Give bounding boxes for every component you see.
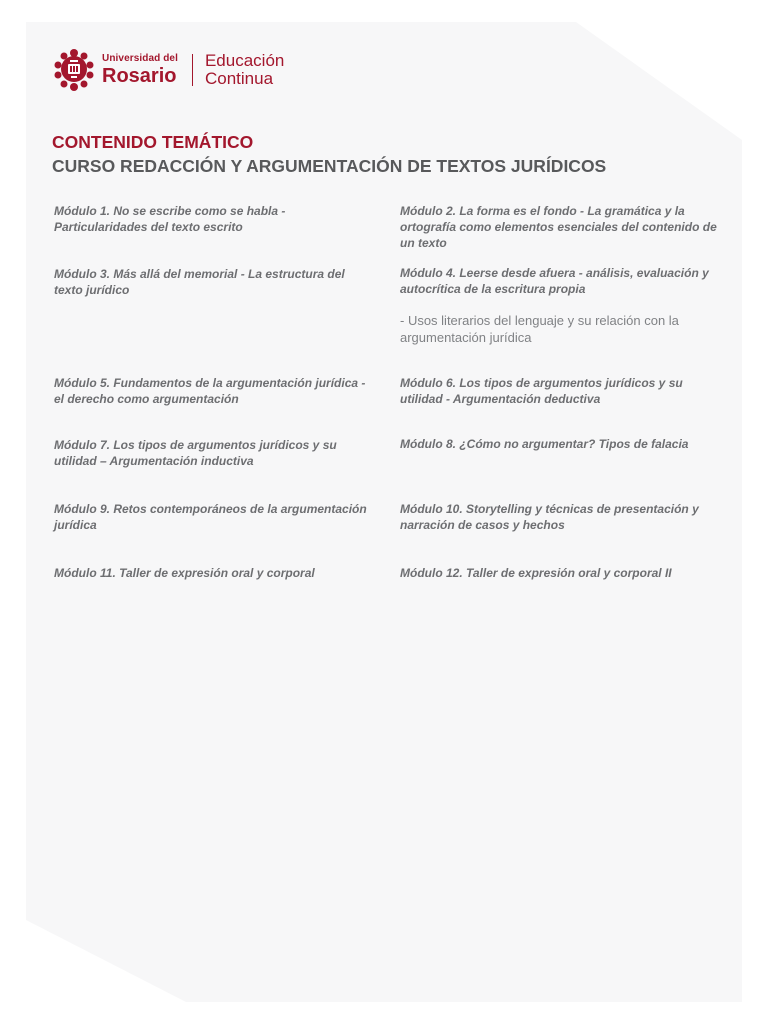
university-seal-icon [52, 47, 96, 93]
program-name-line1: Educación [204, 51, 285, 71]
module-3: Módulo 3. Más allá del memorial - La estructura del texto jurídico [54, 267, 345, 297]
module-6: Módulo 6. Los tipos de argumentos jurídicos y su utilidad - Argumentación deductiva [400, 376, 683, 406]
logo-divider [192, 54, 193, 86]
program-name-line2: Continua [204, 69, 274, 88]
module-5: Módulo 5. Fundamentos de la argumentación jurídica - el derecho como argumentación [54, 376, 366, 406]
module-12: Módulo 12. Taller de expresión oral y corporal II [400, 566, 672, 580]
module-2: Módulo 2. La forma es el fondo - La gramática y la ortografía como elementos esenciales del contenido de un texto [400, 204, 717, 250]
course-title: CURSO REDACCIÓN Y ARGUMENTACIÓN DE TEXTOS JURÍDICOS [52, 156, 607, 176]
university-name-big: Rosario [102, 65, 177, 87]
module-4: Módulo 4. Leerse desde afuera - análisis, evaluación y autocrítica de la escritura propia [400, 266, 709, 296]
module-1: Módulo 1. No se escribe como se habla - Particularidades del texto escrito [54, 204, 286, 234]
university-name-small: Universidad del [102, 53, 178, 64]
module-8: Módulo 8. ¿Cómo no argumentar? Tipos de falacia [400, 437, 689, 451]
section-title: CONTENIDO TEMÁTICO [52, 132, 254, 152]
header-logo [52, 46, 284, 94]
module-11: Módulo 11. Taller de expresión oral y corporal [54, 566, 315, 580]
module-9: Módulo 9. Retos contemporáneos de la argumentación jurídica [54, 502, 367, 532]
module-4-note: - Usos literarios del lenguaje y su relación con la argumentación jurídica [400, 313, 679, 345]
module-10: Módulo 10. Storytelling y técnicas de presentación y narración de casos y hechos [400, 502, 699, 532]
module-7: Módulo 7. Los tipos de argumentos jurídicos y su utilidad – Argumentación inductiva [54, 438, 337, 468]
